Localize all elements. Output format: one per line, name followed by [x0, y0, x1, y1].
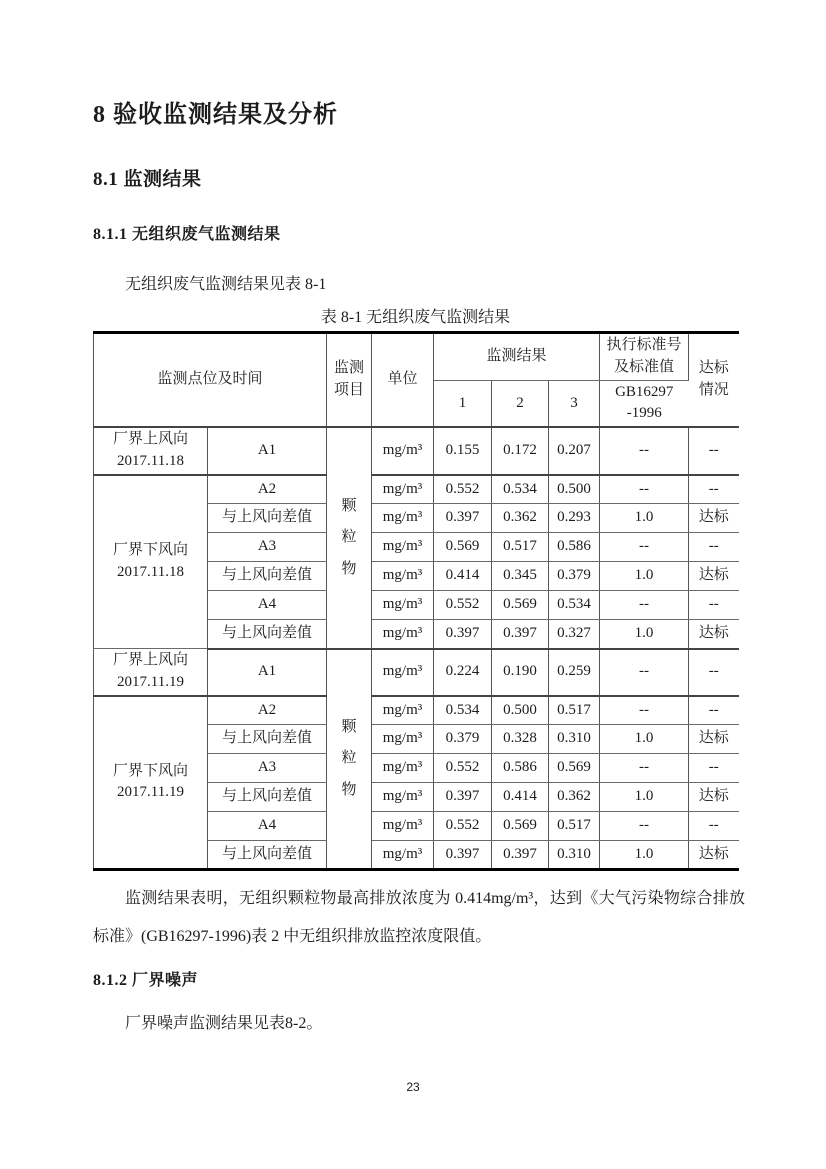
table-row: [94, 475, 739, 504]
item-vertical-text: 颗粒物: [341, 497, 357, 577]
cell-compliance: --: [689, 696, 739, 725]
cell-unit: mg/m³: [372, 533, 434, 562]
cell-value: 0.552: [434, 754, 492, 783]
cell-standard: --: [600, 696, 689, 725]
cell-compliance: 达标: [689, 841, 739, 870]
cell-unit: mg/m³: [372, 754, 434, 783]
page-number: 23: [406, 1080, 420, 1094]
cell-value: 0.293: [549, 504, 600, 533]
header-compliance-line2: 情况: [698, 382, 729, 399]
cell-point: A1: [208, 649, 327, 696]
heading-8-1: 8.1 监测结果: [93, 169, 202, 190]
date-text: 2017.11.18: [117, 563, 184, 580]
cell-compliance: --: [689, 754, 739, 783]
cell-point: A1: [208, 427, 327, 475]
date-text: 2017.11.19: [117, 784, 184, 801]
header-point-time: 监测点位及时间: [94, 333, 327, 428]
intro-paragraph: 无组织废气监测结果见表 8-1: [125, 275, 327, 293]
cell-unit: mg/m³: [372, 725, 434, 754]
cell-value: 0.190: [492, 649, 549, 696]
cell-compliance: --: [689, 427, 739, 475]
cell-value: 0.569: [549, 754, 600, 783]
cell-value: 0.397: [492, 620, 549, 649]
cell-standard: --: [600, 427, 689, 475]
cell-compliance: --: [689, 649, 739, 696]
cell-standard: --: [600, 475, 689, 504]
header-standard: [600, 333, 689, 381]
header-result-1: 1: [434, 380, 492, 427]
cell-value: 0.224: [434, 649, 492, 696]
header-result-3: 3: [549, 380, 600, 427]
cell-value: 0.586: [549, 533, 600, 562]
item-vertical-text: 颗粒物: [341, 718, 357, 798]
cell-standard: --: [600, 533, 689, 562]
header-compliance: [689, 333, 739, 428]
location-text: 厂界下风向: [112, 762, 188, 779]
cell-standard: --: [600, 812, 689, 841]
cell-value: 0.552: [434, 475, 492, 504]
cell-value: 0.534: [434, 696, 492, 725]
cell-point: A4: [208, 591, 327, 620]
cell-value: 0.310: [549, 725, 600, 754]
cell-point: 与上风向差值: [208, 783, 327, 812]
cell-value: 0.517: [549, 812, 600, 841]
cell-point: 与上风向差值: [208, 504, 327, 533]
cell-location: [94, 427, 208, 475]
cell-unit: mg/m³: [372, 841, 434, 870]
cell-value: 0.517: [549, 696, 600, 725]
cell-value: 0.362: [492, 504, 549, 533]
date-text: 2017.11.18: [117, 452, 184, 469]
cell-value: 0.259: [549, 649, 600, 696]
cell-unit: mg/m³: [372, 427, 434, 475]
cell-value: 0.414: [434, 562, 492, 591]
cell-point: A3: [208, 533, 327, 562]
cell-value: 0.569: [492, 591, 549, 620]
cell-value: 0.379: [549, 562, 600, 591]
cell-unit: mg/m³: [372, 649, 434, 696]
cell-unit: mg/m³: [372, 696, 434, 725]
header-item-line2: 项目: [334, 382, 365, 399]
cell-unit: mg/m³: [372, 475, 434, 504]
cell-unit: mg/m³: [372, 620, 434, 649]
cell-value: 0.397: [434, 783, 492, 812]
cell-point: 与上风向差值: [208, 841, 327, 870]
cell-compliance: 达标: [689, 562, 739, 591]
cell-point: A3: [208, 754, 327, 783]
cell-value: 0.362: [549, 783, 600, 812]
location-text: 厂界下风向: [112, 542, 188, 559]
heading-section-8: 8 验收监测结果及分析: [93, 102, 338, 128]
header-result-2: 2: [492, 380, 549, 427]
cell-point: 与上风向差值: [208, 725, 327, 754]
cell-standard: 1.0: [600, 841, 689, 870]
cell-value: 0.414: [492, 783, 549, 812]
cell-unit: mg/m³: [372, 783, 434, 812]
table-row: [94, 696, 739, 725]
cell-value: 0.310: [549, 841, 600, 870]
header-standard-line2: 及标准值: [614, 358, 675, 375]
table-8-1-title: 表 8-1 无组织废气监测结果: [320, 309, 511, 327]
cell-compliance: 达标: [689, 783, 739, 812]
cell-standard: 1.0: [600, 504, 689, 533]
cell-location: [94, 475, 208, 649]
analysis-paragraph: 监测结果表明，无组织颗粒物最高排放浓度为 0.414mg/m³，达到《大气污染物综合排放标准》(GB16297-1996)表 2 中无组织排放监控浓度限值。: [93, 890, 745, 945]
cell-point: A2: [208, 475, 327, 504]
header-standard-code: [600, 380, 689, 427]
cell-value: 0.586: [492, 754, 549, 783]
cell-location: [94, 649, 208, 696]
cell-value: 0.500: [492, 696, 549, 725]
cell-value: 0.397: [434, 620, 492, 649]
cell-item: [327, 427, 372, 649]
cell-value: 0.552: [434, 591, 492, 620]
cell-value: 0.569: [434, 533, 492, 562]
header-compliance-line1: 达标: [698, 360, 729, 377]
cell-standard: 1.0: [600, 620, 689, 649]
cell-value: 0.500: [549, 475, 600, 504]
cell-value: 0.379: [434, 725, 492, 754]
cell-point: A2: [208, 696, 327, 725]
noise-intro-paragraph: 厂界噪声监测结果见表8-2。: [125, 1015, 323, 1033]
cell-compliance: 达标: [689, 620, 739, 649]
cell-standard: 1.0: [600, 725, 689, 754]
header-item-line1: 监测: [334, 360, 365, 377]
table-8-1: [93, 331, 739, 871]
heading-8-1-2: 8.1.2 厂界噪声: [93, 972, 199, 990]
date-text: 2017.11.19: [117, 673, 184, 690]
cell-unit: mg/m³: [372, 812, 434, 841]
heading-8-1-1: 8.1.1 无组织废气监测结果: [93, 225, 281, 243]
cell-standard: --: [600, 649, 689, 696]
cell-value: 0.569: [492, 812, 549, 841]
cell-compliance: 达标: [689, 504, 739, 533]
cell-compliance: --: [689, 475, 739, 504]
header-results: 监测结果: [434, 333, 600, 381]
cell-value: 0.552: [434, 812, 492, 841]
cell-value: 0.345: [492, 562, 549, 591]
header-standard-line1: 执行标准号: [606, 337, 682, 354]
cell-value: 0.534: [492, 475, 549, 504]
cell-value: 0.397: [434, 504, 492, 533]
cell-point: 与上风向差值: [208, 620, 327, 649]
cell-value: 0.534: [549, 591, 600, 620]
cell-compliance: 达标: [689, 725, 739, 754]
header-code-line2: -1996: [626, 405, 662, 422]
cell-unit: mg/m³: [372, 591, 434, 620]
cell-unit: mg/m³: [372, 562, 434, 591]
cell-standard: 1.0: [600, 562, 689, 591]
cell-compliance: --: [689, 812, 739, 841]
cell-value: 0.327: [549, 620, 600, 649]
cell-value: 0.397: [492, 841, 549, 870]
table-row: [94, 427, 739, 475]
header-code-line1: GB16297: [615, 383, 674, 400]
cell-value: 0.397: [434, 841, 492, 870]
location-text: 厂界上风向: [112, 431, 188, 448]
cell-value: 0.172: [492, 427, 549, 475]
cell-value: 0.155: [434, 427, 492, 475]
cell-item: [327, 649, 372, 870]
cell-point: 与上风向差值: [208, 562, 327, 591]
location-text: 厂界上风向: [112, 652, 188, 669]
cell-value: 0.328: [492, 725, 549, 754]
cell-standard: 1.0: [600, 783, 689, 812]
header-unit: 单位: [372, 333, 434, 428]
header-item: [327, 333, 372, 428]
table-row: [94, 649, 739, 696]
cell-standard: --: [600, 754, 689, 783]
cell-unit: mg/m³: [372, 504, 434, 533]
cell-standard: --: [600, 591, 689, 620]
cell-compliance: --: [689, 533, 739, 562]
cell-location: [94, 696, 208, 870]
cell-point: A4: [208, 812, 327, 841]
cell-value: 0.517: [492, 533, 549, 562]
cell-value: 0.207: [549, 427, 600, 475]
cell-compliance: --: [689, 591, 739, 620]
